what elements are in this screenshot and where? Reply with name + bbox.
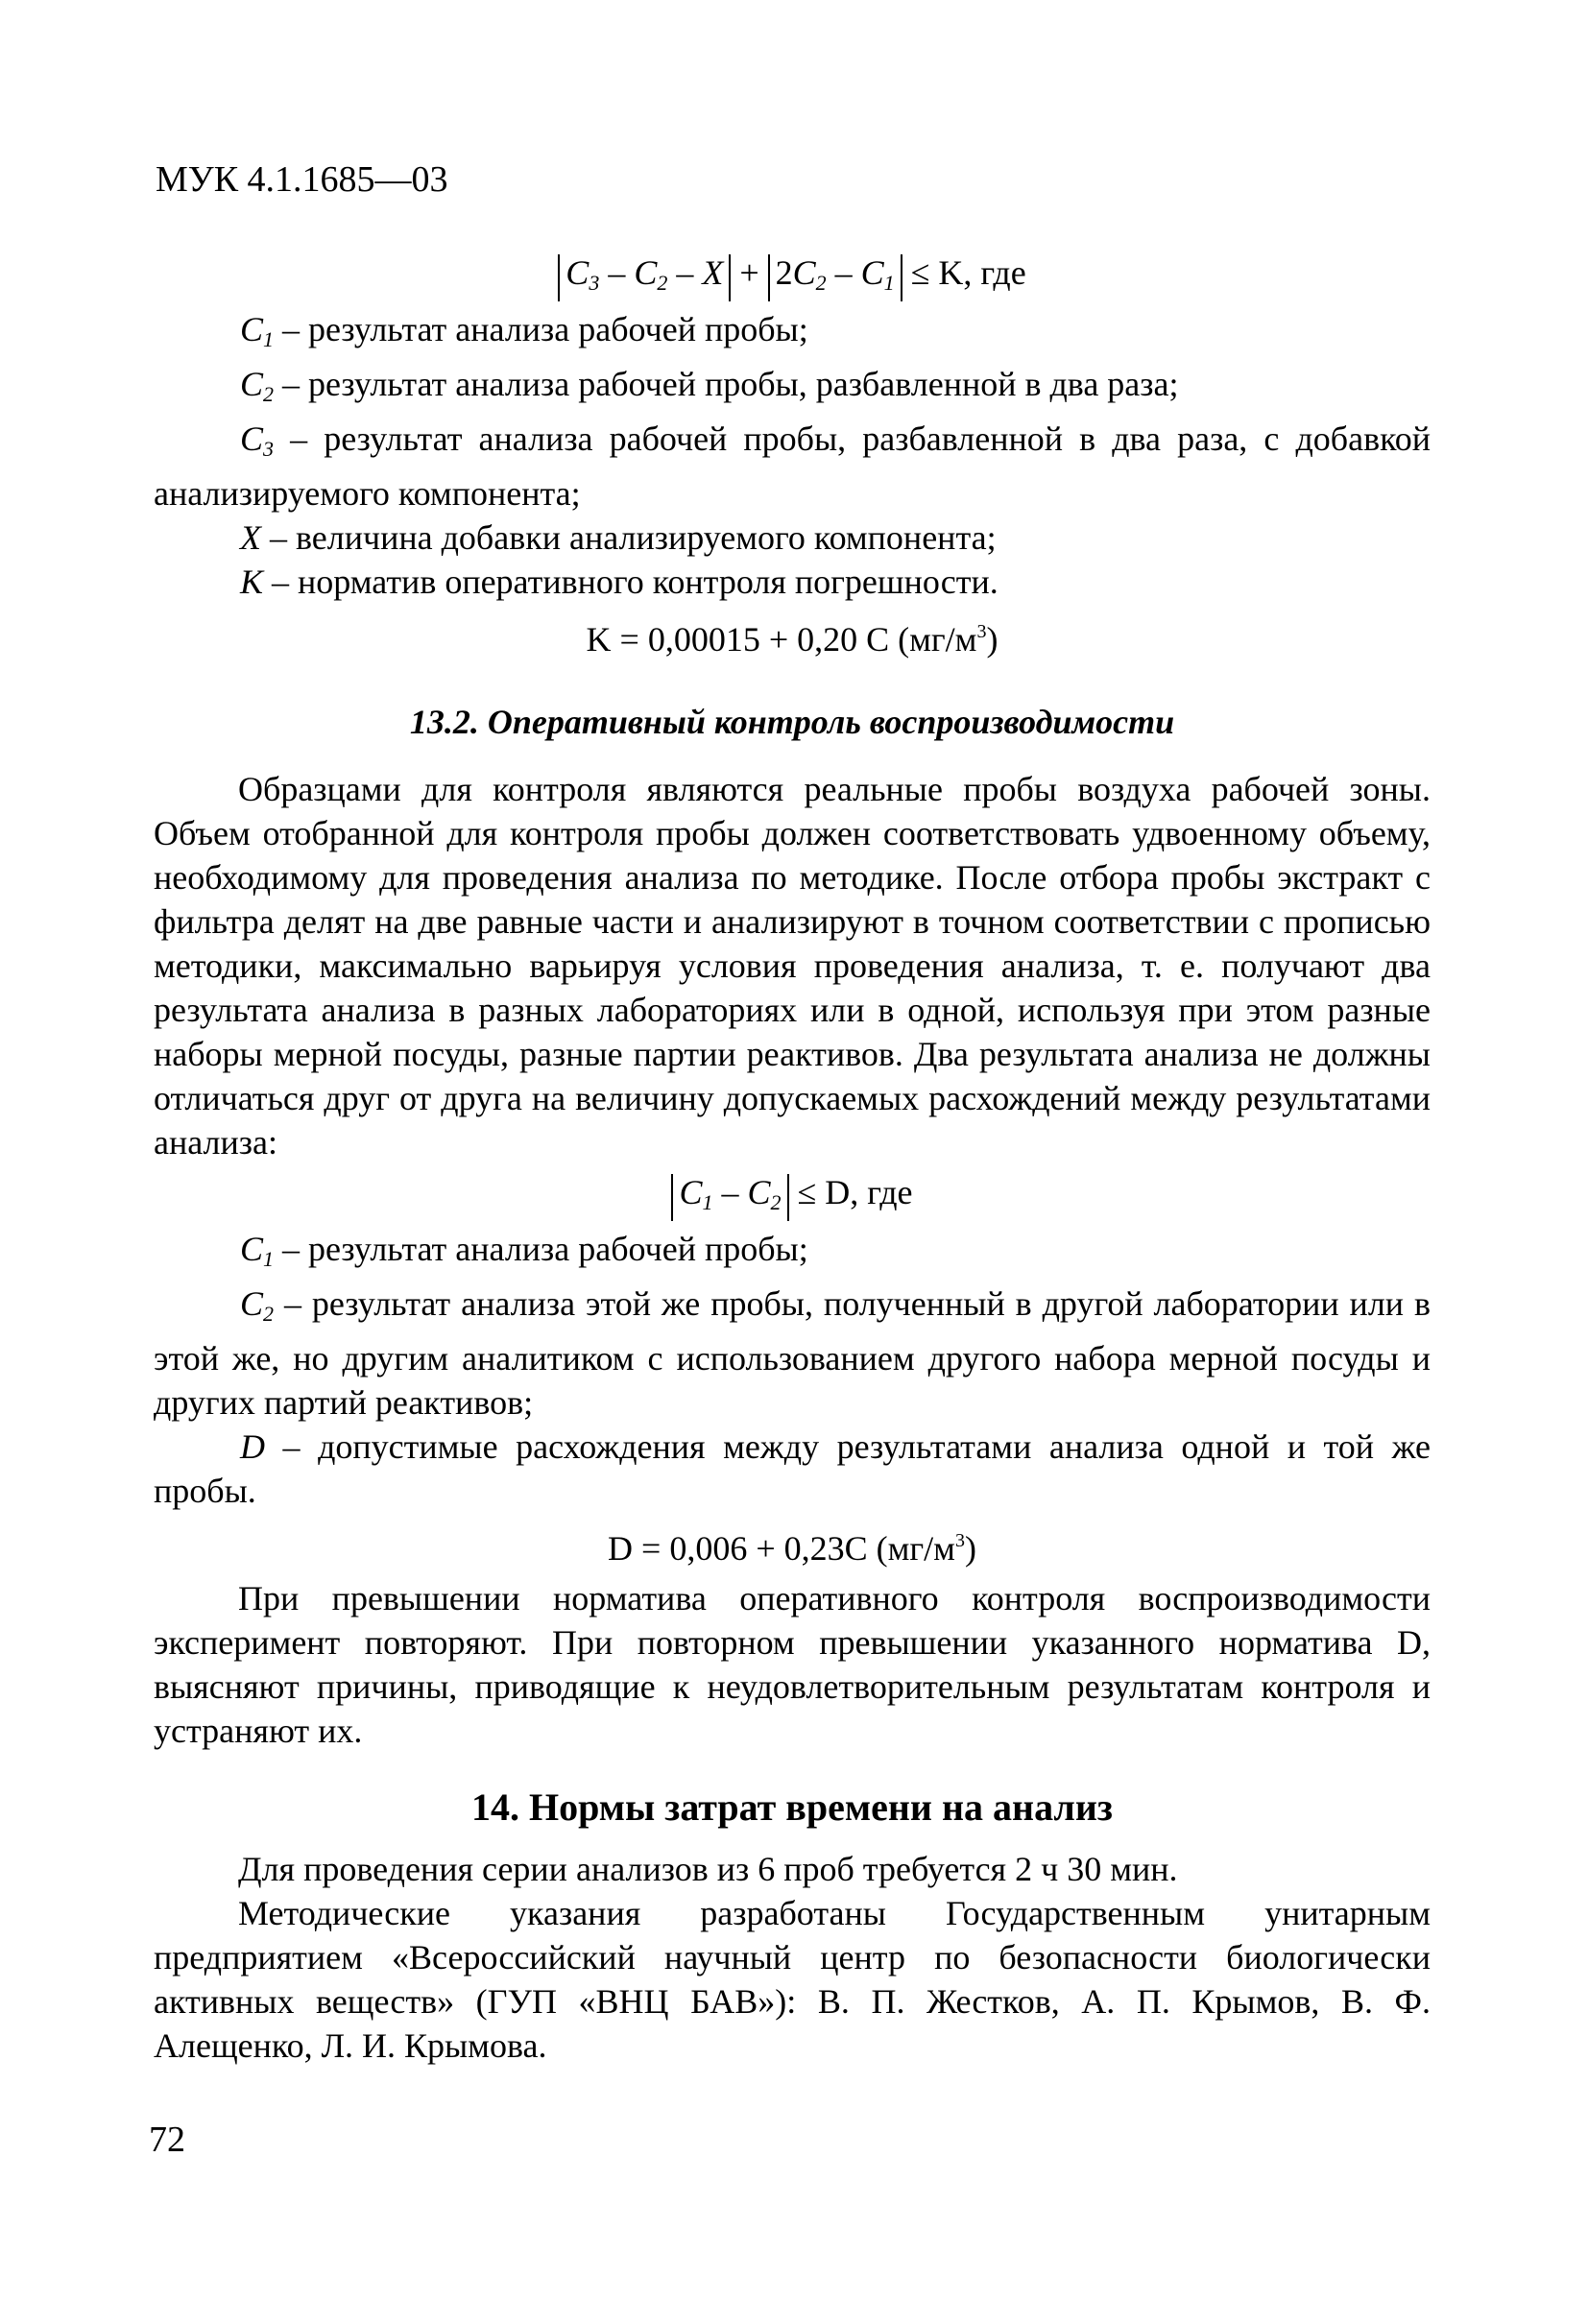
- definition-item: $C_3$ – результат анализа рабочей пробы, разбавленной в два раза, с добавкой анализируемого компонента;: [154, 419, 1431, 513]
- document-code: МУК 4.1.1685—03: [156, 159, 448, 200]
- definition-item: D – допустимые расхождения между результатами анализа одной и той же пробы.: [154, 1427, 1431, 1510]
- formula-d: D = 0,006 + 0,23C $(мг/м^3)$: [608, 1529, 976, 1568]
- definitions-top: [154, 307, 1431, 604]
- definition-item: $C_1$ – результат анализа рабочей пробы;: [240, 1230, 808, 1271]
- formula-tail: ≤ K, где: [910, 253, 1026, 292]
- page-number: 72: [149, 2120, 185, 2160]
- formula-accuracy: $C_3 - C_2 - X + 2C_2 - C_1 \le K$, где: [154, 251, 1431, 301]
- section-13-2-paragraph-1: Образцами для контроля являются реальные пробы воздуха рабочей зоны. Объем отобранной для контроля пробы должен соответствовать удвоенному объему, необходимому для проведения анализа по методике. После отбора пробы экстракт с фильтра делят на две равные части и анализируют в точном соответствии с прописью методики, максимально варьируя условия проведения анализа, т. е. получают два результата анализа в разных лабораториях или в одной, используя при этом разные наборы мерной посуды, разные партии реактивов. Два результата анализа не должны отличаться друг от друга на величину допускаемых расхождений между результатами анализа:: [154, 770, 1431, 1162]
- definition-item: $C_1$ – результат анализа рабочей пробы;: [240, 310, 808, 351]
- formula-reproducibility: $C_1 - C_2 \le D$, где: [154, 1170, 1431, 1221]
- definition-item: X – величина добавки анализируемого компонента;: [240, 518, 997, 557]
- section-13-2-paragraph-2: При превышении норматива оперативного контроля воспроизводимости эксперимент повторяют. При повторном превышении указанного норматива D, выясняют причины, приводящие к неудовлетворительным результатам контроля и устраняют их.: [154, 1579, 1431, 1750]
- page-body: [154, 245, 1431, 2068]
- section-14-paragraph-1: Для проведения серии анализов из 6 проб требуется 2 ч 30 мин.: [238, 1850, 1178, 1888]
- section-14-title: 14. Нормы затрат времени на анализ: [471, 1785, 1113, 1829]
- section-14-paragraph-2: Методические указания разработаны Государственным унитарным предприятием «Всероссийский научный центр по безопасности биологически активных веществ» (ГУП «ВНЦ БАВ»): В. П. Жестков, А. П. Крымов, В. Ф. Алещенко, Л. И. Крымова.: [154, 1894, 1431, 2065]
- definitions-repro: [154, 1227, 1431, 1513]
- section-13-2-title: 13.2. Оперативный контроль воспроизводимости: [409, 703, 1175, 741]
- definition-item: K – норматив оперативного контроля погрешности.: [240, 563, 999, 601]
- abs-term-2: $2C_2 - C_1$: [768, 254, 902, 301]
- definition-item: $C_2$ – результат анализа этой же пробы, полученный в другой лаборатории или в этой же, но другим аналитиком с использованием другого набора мерной посуды и других партий реактивов;: [154, 1284, 1431, 1422]
- definition-item: $C_2$ – результат анализа рабочей пробы, разбавленной в два раза;: [240, 365, 1179, 406]
- formula-k: K = 0,00015 + 0,20 C $(мг/м^3)$: [586, 620, 999, 659]
- abs-term-3: $C_1 - C_2$: [671, 1174, 788, 1221]
- abs-term-1: $C_3 - C_2$ – X: [558, 254, 731, 301]
